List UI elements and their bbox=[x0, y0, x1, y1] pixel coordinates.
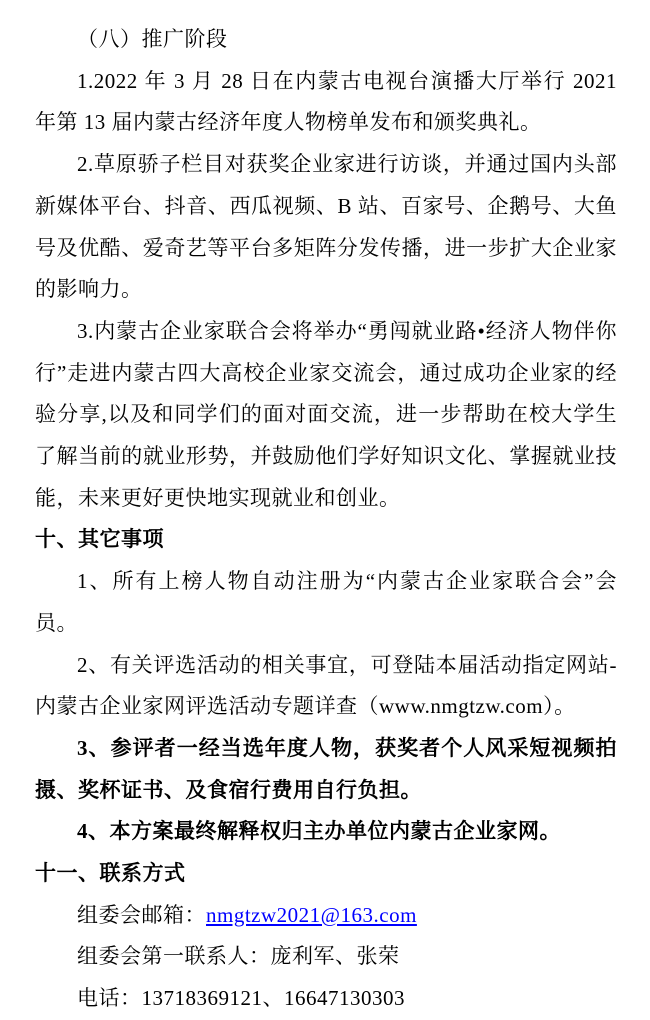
section-heading-promotion-phase: （八）推广阶段 bbox=[77, 27, 228, 51]
contact-phone-line: 电话：13718369121、16647130303 bbox=[77, 986, 405, 1011]
section-heading-other-matters: 十、其它事项 bbox=[35, 527, 164, 552]
document-body bbox=[35, 19, 617, 1020]
item-winner-expenses: 3、参评者一经当选年度人物，获奖者个人风采短视频拍摄、奖杯证书、及食宿行费用自行负担。 bbox=[35, 735, 617, 802]
contact-person-line: 组委会第一联系人：庞利军、张荣 bbox=[77, 944, 400, 969]
item-auto-membership: 1、所有上榜人物自动注册为“内蒙古企业家联合会”会员。 bbox=[35, 569, 617, 635]
contact-email-link[interactable]: nmgtzw2021@163.com bbox=[206, 902, 417, 927]
item-website-info: 2、有关评选活动的相关事宜，可登陆本届活动指定网站-内蒙古企业家网评选活动专题详查（www.nmgtzw.com）。 bbox=[35, 652, 617, 719]
contact-email-label: 组委会邮箱： bbox=[77, 902, 206, 927]
contact-email-line bbox=[35, 895, 617, 937]
paragraph-media-promotion: 2.草原骄子栏目对获奖企业家进行访谈，并通过国内头部新媒体平台、抖音、西瓜视频、B 站、百家号、企鹅号、大鱼号及优酷、爱奇艺等平台多矩阵分发传播，进一步扩大企业家的影响力。 bbox=[35, 152, 617, 302]
paragraph-campus-exchange: 3.内蒙古企业家联合会将举办“勇闯就业路•经济人物伴你行”走进内蒙古四大高校企业家交流会，通过成功企业家的经验分享,以及和同学们的面对面交流，进一步帮助在校大学生了解当前的就业形势，并鼓励他们学好知识文化、掌握就业技能，未来更好更快地实现就业和创业。 bbox=[35, 318, 617, 510]
paragraph-award-ceremony: 1.2022 年 3 月 28 日在内蒙古电视台演播大厅举行 2021 年第 13 届内蒙古经济年度人物榜单发布和颁奖典礼。 bbox=[35, 68, 617, 135]
section-heading-contact: 十一、联系方式 bbox=[35, 861, 186, 886]
item-final-interpretation: 4、本方案最终解释权归主办单位内蒙古企业家网。 bbox=[77, 819, 561, 844]
